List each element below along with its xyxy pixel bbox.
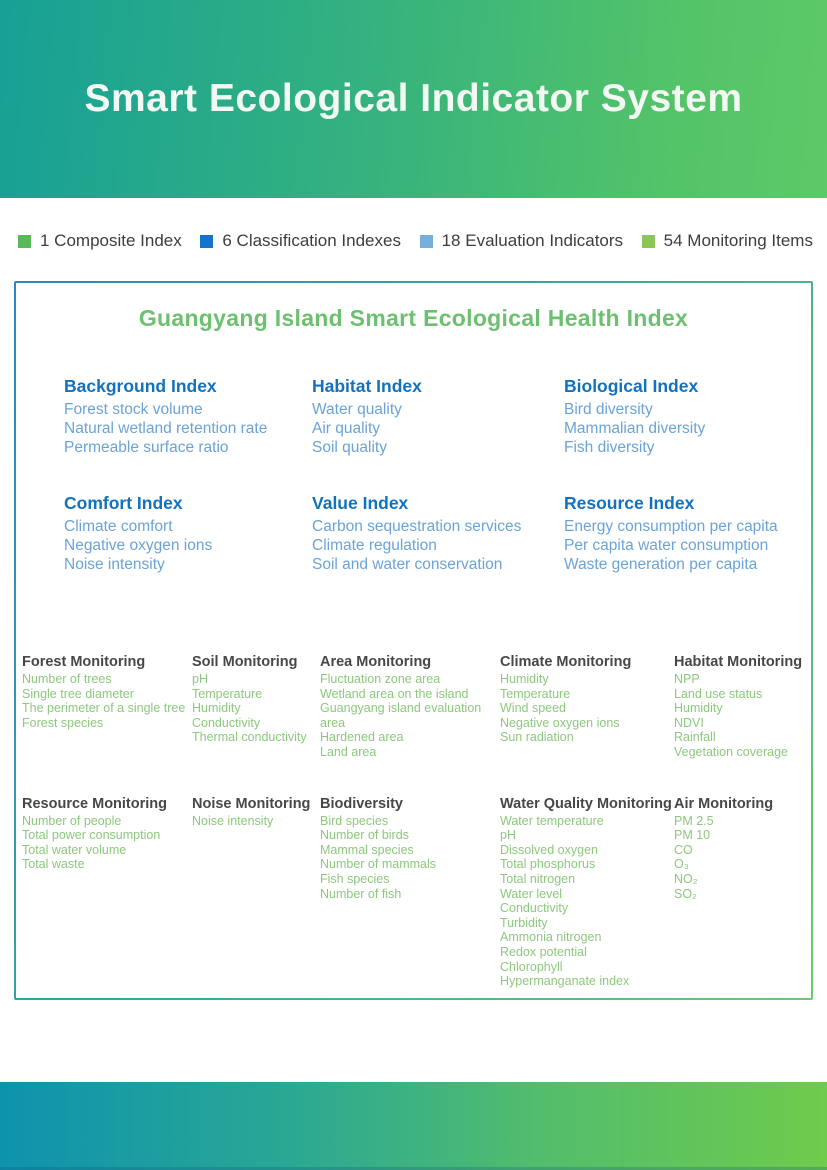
monitoring-item: Bird species — [320, 813, 389, 828]
monitoring-item: NO₂ — [674, 871, 698, 886]
monitoring-item: Land area — [320, 744, 377, 759]
monitoring-item: Negative oxygen ions — [500, 715, 620, 730]
monitoring-item: Temperature — [500, 686, 571, 701]
monitoring-item: Conductivity — [500, 901, 569, 916]
index-group-title: Value Index — [312, 493, 409, 513]
monitoring-item: Number of mammals — [320, 857, 436, 872]
legend-label: 1 Composite Index — [40, 231, 182, 250]
blue-square-icon — [200, 235, 213, 248]
monitoring-group-climate — [500, 654, 674, 760]
monitoring-group-title: Area Monitoring — [320, 654, 432, 670]
green-square-icon — [18, 235, 31, 248]
monitoring-item: Redox potential — [500, 944, 587, 959]
index-item-list — [564, 517, 811, 574]
monitoring-item: Water temperature — [500, 813, 604, 828]
monitoring-item-list — [192, 672, 320, 745]
monitoring-item: The perimeter of a single tree — [22, 701, 186, 716]
index-item: Carbon sequestration services — [312, 518, 522, 535]
index-group-resource — [564, 493, 811, 574]
monitoring-group-title: Habitat Monitoring — [674, 654, 803, 670]
monitoring-item: Humidity — [674, 701, 723, 716]
index-item: Waste generation per capita — [564, 556, 758, 573]
index-item-list — [312, 517, 564, 574]
index-item: Climate comfort — [64, 518, 173, 535]
monitoring-item-list — [22, 672, 192, 730]
index-item-list — [64, 400, 312, 457]
legend-item-evaluation-indicators — [420, 231, 623, 251]
dashed-frame — [14, 281, 813, 1000]
index-item: Climate regulation — [312, 537, 437, 554]
monitoring-item: Fish species — [320, 871, 390, 886]
index-item: Mammalian diversity — [564, 420, 706, 437]
index-item-list — [312, 400, 564, 457]
monitoring-item: CO — [674, 842, 693, 857]
monitoring-item: pH — [500, 828, 516, 843]
index-group-comfort — [64, 493, 312, 574]
light-green-square-icon — [642, 235, 655, 248]
legend-label: 18 Evaluation Indicators — [441, 231, 624, 250]
monitoring-item-list — [674, 814, 811, 902]
monitoring-item: Turbidity — [500, 915, 548, 930]
monitoring-group-biodiversity — [320, 796, 500, 989]
monitoring-item-list — [500, 672, 674, 745]
index-item: Fish diversity — [564, 439, 655, 456]
index-item: Negative oxygen ions — [64, 537, 213, 554]
monitoring-item: Single tree diameter — [22, 686, 134, 701]
index-group-biological — [564, 376, 811, 457]
monitoring-item-list — [320, 672, 500, 760]
index-item: Soil quality — [312, 439, 387, 456]
monitoring-item: Vegetation coverage — [674, 744, 788, 759]
page-title: Smart Ecological Indicator System — [84, 77, 743, 120]
monitoring-item: Fluctuation zone area — [320, 672, 441, 686]
monitoring-group-title: Biodiversity — [320, 795, 403, 812]
monitoring-item: Conductivity — [192, 715, 261, 730]
monitoring-item: Hypermanganate index — [500, 974, 630, 989]
monitoring-group-title: Water Quality Monitoring — [500, 795, 672, 812]
index-item-list — [64, 517, 312, 574]
legend-item-classification-indexes — [200, 231, 401, 251]
monitoring-item: Mammal species — [320, 842, 414, 857]
index-group-habitat — [312, 376, 564, 457]
index-item: Air quality — [312, 420, 381, 437]
monitoring-group-title: Forest Monitoring — [22, 654, 146, 670]
monitoring-item: Ammonia nitrogen — [500, 930, 602, 945]
frame-title: Guangyang Island Smart Ecological Health Index — [138, 305, 689, 331]
monitoring-item: Total waste — [22, 857, 85, 872]
index-group-title: Biological Index — [564, 376, 699, 396]
monitoring-item: Wind speed — [500, 701, 567, 716]
footer-gradient-bar — [0, 1082, 827, 1170]
monitoring-item: Total water volume — [22, 842, 127, 857]
monitoring-item: Forest species — [22, 715, 104, 730]
monitoring-group-area — [320, 654, 500, 760]
monitoring-item: Chlorophyll — [500, 959, 563, 974]
monitoring-group-title: Climate Monitoring — [500, 654, 632, 670]
monitoring-group-soil — [192, 654, 320, 760]
monitoring-item-list — [192, 814, 320, 829]
index-item: Water quality — [312, 401, 402, 418]
monitoring-item: Noise intensity — [192, 813, 274, 828]
index-item: Forest stock volume — [64, 401, 203, 418]
index-item: Per capita water consumption — [564, 537, 769, 554]
classification-index-grid — [64, 376, 811, 574]
monitoring-item: Total phosphorus — [500, 857, 596, 872]
index-item: Natural wetland retention rate — [64, 420, 268, 437]
monitoring-item: Sun radiation — [500, 730, 574, 745]
monitoring-group-forest — [22, 654, 192, 760]
monitoring-item: Total nitrogen — [500, 871, 576, 886]
index-group-title: Habitat Index — [312, 376, 422, 396]
monitoring-item: NDVI — [674, 715, 704, 730]
legend-item-monitoring-items — [642, 231, 813, 251]
monitoring-item: pH — [192, 672, 208, 686]
monitoring-group-air — [674, 796, 811, 989]
legend-label: 6 Classification Indexes — [222, 231, 401, 250]
monitoring-group-title: Soil Monitoring — [192, 654, 298, 670]
header-banner — [0, 0, 827, 198]
legend — [18, 231, 813, 251]
monitoring-item-list — [500, 814, 674, 989]
index-group-title: Comfort Index — [64, 493, 183, 513]
index-item: Energy consumption per capita — [564, 518, 778, 535]
monitoring-item: Humidity — [500, 672, 549, 686]
light-blue-square-icon — [420, 235, 433, 248]
monitoring-item: Guangyang island evaluation area — [320, 701, 482, 730]
monitoring-item: Rainfall — [674, 730, 716, 745]
index-group-title: Resource Index — [564, 493, 695, 513]
monitoring-group-noise — [192, 796, 320, 989]
monitoring-item-list — [22, 814, 192, 872]
monitoring-item: Dissolved oxygen — [500, 842, 598, 857]
index-group-value — [312, 493, 564, 574]
monitoring-item: Total power consumption — [22, 828, 161, 843]
index-item-list — [564, 400, 811, 457]
monitoring-item: PM 10 — [674, 828, 711, 843]
monitoring-item: Humidity — [192, 701, 241, 716]
index-item: Bird diversity — [564, 401, 653, 418]
index-item: Soil and water conservation — [312, 556, 503, 573]
index-group-background — [64, 376, 312, 457]
monitoring-group-title: Air Monitoring — [674, 795, 774, 812]
monitoring-group-habitat — [674, 654, 811, 760]
monitoring-item: Number of people — [22, 813, 122, 828]
legend-label: 54 Monitoring Items — [663, 231, 813, 250]
legend-item-composite-index — [18, 231, 182, 251]
monitoring-item: Number of fish — [320, 886, 402, 901]
monitoring-group-title: Resource Monitoring — [22, 795, 168, 812]
index-item: Permeable surface ratio — [64, 439, 229, 456]
monitoring-item: Land use status — [674, 686, 763, 701]
monitoring-item-list — [320, 814, 500, 902]
index-item: Noise intensity — [64, 556, 165, 573]
monitoring-group-resource — [22, 796, 192, 989]
index-group-title: Background Index — [64, 376, 217, 396]
monitoring-item: O₃ — [674, 857, 689, 872]
monitoring-item: NPP — [674, 672, 700, 686]
monitoring-item: Number of birds — [320, 828, 409, 843]
monitoring-item: Wetland area on the island — [320, 686, 469, 701]
monitoring-item: Number of trees — [22, 672, 112, 686]
monitoring-item-list — [674, 672, 811, 760]
monitoring-group-water-quality — [500, 796, 674, 989]
monitoring-item: Water level — [500, 886, 563, 901]
monitoring-group-title: Noise Monitoring — [192, 795, 311, 812]
monitoring-item: PM 2.5 — [674, 813, 714, 828]
monitoring-grid — [22, 654, 811, 989]
monitoring-item: Temperature — [192, 686, 263, 701]
monitoring-item: Hardened area — [320, 730, 404, 745]
monitoring-item: SO₂ — [674, 886, 697, 901]
monitoring-item: Thermal conductivity — [192, 730, 307, 745]
